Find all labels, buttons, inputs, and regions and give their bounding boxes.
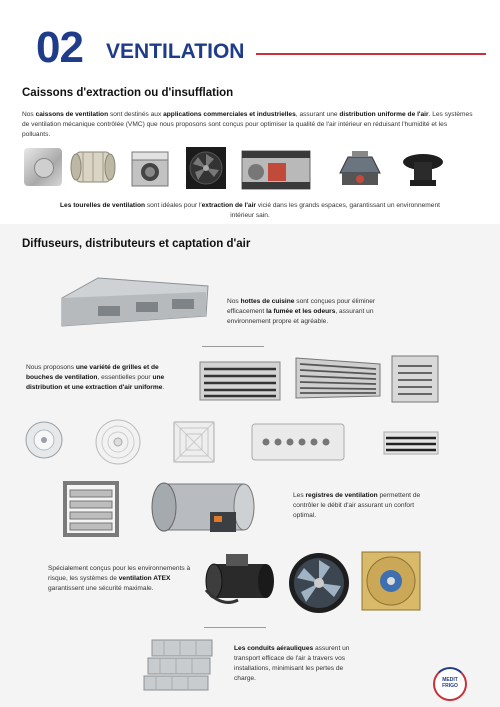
text-run: Nous proposons <box>26 364 76 371</box>
square-grille-image <box>390 354 440 404</box>
text-run: sont destinés aux <box>108 111 164 118</box>
curved-grille-image <box>294 354 382 400</box>
atex-plate-fan-image <box>360 550 422 612</box>
text-run: registres de ventilation <box>305 492 378 499</box>
text-run: Spécialement conçus pour les environnements à risque, les systèmes de <box>48 565 191 582</box>
section-number: 02 <box>36 23 83 72</box>
text-run: . <box>162 384 165 391</box>
text-run: ventilation ATEX <box>118 575 171 582</box>
text-run: caissons de ventilation <box>35 111 109 118</box>
round-diffuser-image <box>24 420 64 460</box>
insulated-box-fan-image <box>126 146 174 190</box>
roof-turret-fan-image <box>334 147 386 191</box>
brand-logo <box>433 667 467 701</box>
text-run: , assurant une <box>295 111 340 118</box>
logo-line1: MEDIT <box>442 677 458 683</box>
title-rule <box>256 53 486 55</box>
linear-grille-image <box>198 360 282 402</box>
atex-text <box>48 564 198 594</box>
section1-paragraph <box>22 110 477 140</box>
text-run: garantissent une sécurité maximale. <box>48 585 154 592</box>
text-run: Les conduits aérauliques <box>234 645 314 652</box>
text-run: applications commerciales et industrielles <box>163 111 296 118</box>
text-run: sont idéales pour l' <box>145 202 202 209</box>
section-title: VENTILATION <box>106 40 245 63</box>
hottes-text <box>227 297 397 327</box>
damper-frame-image <box>62 480 120 538</box>
text-run: distribution uniforme de l'air <box>339 111 429 118</box>
roof-cowl-fan-image <box>400 148 446 192</box>
text-run: Les tourelles de ventilation <box>60 202 146 209</box>
slot-diffuser-image <box>382 426 440 460</box>
section1-heading: Caissons d'extraction ou d'insufflation <box>22 87 234 99</box>
inline-duct-fan-image <box>68 146 118 188</box>
text-run: hottes de cuisine <box>240 298 295 305</box>
text-run: , assurant un environnement propre et agréable. <box>227 308 374 325</box>
text-run: . Les systèmes de ventilation mécanique contrôlée (VMC) que nous proposons sont conçus pour optimiser la qualité de l'air intérieur en réduisant l'humidité et les polluants. <box>22 111 473 138</box>
grilles-text <box>26 363 184 393</box>
text-run: Nos <box>227 298 241 305</box>
conduits-text <box>234 644 364 684</box>
registres-text <box>293 491 433 521</box>
wall-fan-image <box>24 148 62 186</box>
circular-damper-image <box>148 474 264 544</box>
logo-line2: FRIGO <box>442 683 458 689</box>
text-run: assurent un transport efficace de l'air à travers vos installations, minimisant les pertes de charge. <box>234 645 350 682</box>
section2-heading: Diffuseurs, distributeurs et captation d'air <box>22 238 251 250</box>
separator-2 <box>204 627 266 628</box>
ventilation-cabinet-image <box>238 147 314 193</box>
text-run: sont conçues pour éliminer efficacement <box>227 298 376 315</box>
square-diffuser-image <box>172 420 216 464</box>
kitchen-hood-image <box>58 272 210 342</box>
text-run: vicié dans les grands espaces, garantissant un environnement intérieur sain. <box>230 202 440 219</box>
text-run: , essentielles pour <box>97 374 153 381</box>
text-run: extraction de l'air <box>201 202 256 209</box>
air-ducts-image <box>142 636 218 694</box>
atex-inline-fan-image <box>202 550 278 612</box>
axial-plate-fan-image <box>184 145 228 191</box>
separator-1 <box>202 346 264 347</box>
text-run: Les <box>293 492 306 499</box>
swirl-diffuser-image <box>94 418 142 466</box>
text-run: Nos <box>22 111 36 118</box>
text-run: permettent de contrôler le débit d'air assurant un confort optimal. <box>293 492 421 519</box>
text-run: la fumée et les odeurs <box>266 308 336 315</box>
nozzle-diffuser-image <box>250 420 346 464</box>
turrets-caption <box>60 201 440 221</box>
text-run: une distribution et une extraction d'air uniforme <box>26 374 165 391</box>
text-run: une variété de grilles et de bouches de ventilation <box>26 364 159 381</box>
atex-axial-fan-image <box>286 550 352 616</box>
